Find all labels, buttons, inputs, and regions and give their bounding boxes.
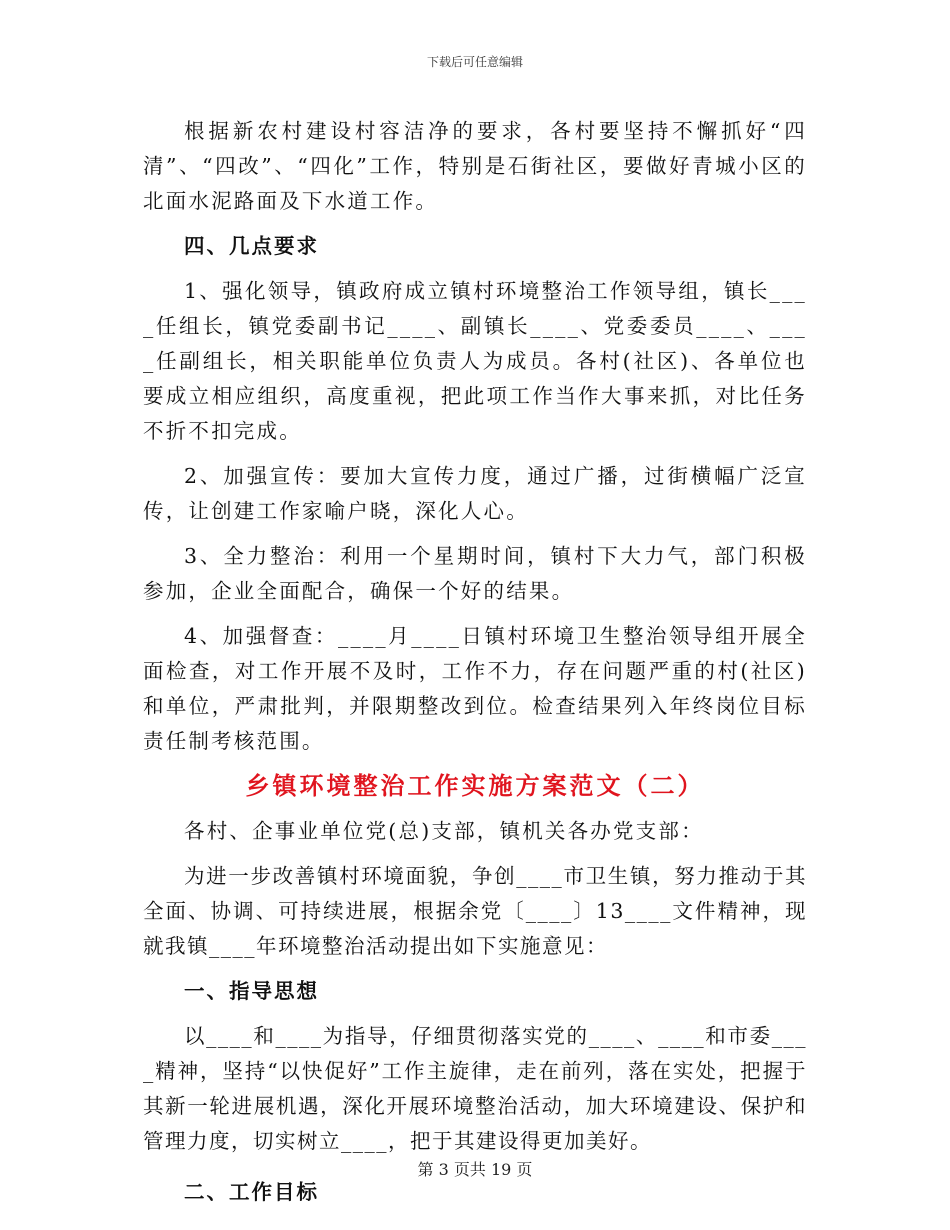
requirement-rectification: 3、全力整治：利用一个星期时间，镇村下大力气，部门积极参加，企业全面配合，确保一个好的结果。	[143, 544, 807, 603]
paragraph-guiding-ideology: 以____和____为指导，仔细贯彻落实党的____、____和市委____精神，坚持“以快促好”工作主旋律，走在前列，落在实处，把握于其新一轮进展机遇，深化开展环境整治活动，加大环境建设、保护和管理力度，切实树立____，把于其建设得更加美好。	[143, 1024, 807, 1153]
requirement-publicity: 2、加强宣传：要加大宣传力度，通过广播，过街横幅广泛宣传，让创建工作家喻户晓，深化人心。	[143, 464, 807, 523]
requirement-leadership: 1、强化领导，镇政府成立镇村环境整治工作领导组，镇长____任组长，镇党委副书记____、副镇长____、党委委员____、____任副组长，相关职能单位负责人为成员。各村(社区)、各单位也要成立相应组织，高度重视，把此项工作当作大事来抓，对比任务不折不扣完成。	[143, 279, 807, 443]
document-body	[143, 114, 807, 1220]
paragraph-introduction: 为进一步改善镇村环境面貌，争创____市卫生镇，努力推动于其全面、协调、可持续进展，根据余党〔____〕13____文件精神，现就我镇____年环境整治活动提出如下实施意见：	[143, 864, 807, 958]
document-title: 乡镇环境整治工作实施方案范文（二）	[245, 772, 705, 800]
section-heading-guiding-ideology: 一、指导思想	[184, 979, 319, 1003]
paragraph-village-cleanliness: 根据新农村建设村容洁净的要求，各村要坚持不懈抓好“四清”、“四改”、“四化”工作，特别是石街社区，要做好青城小区的北面水泥路面及下水道工作。	[143, 119, 807, 213]
page-footer: 第 3 页共 19 页	[417, 1160, 533, 1179]
section-heading-requirements: 四、几点要求	[184, 234, 319, 258]
page-header: 下载后可任意编辑	[426, 55, 523, 69]
section-heading-work-goals: 二、工作目标	[184, 1180, 319, 1204]
requirement-inspection: 4、加强督查：____月____日镇村环境卫生整治领导组开展全面检查，对工作开展不及时，工作不力，存在问题严重的村(社区)和单位，严肃批判，并限期整改到位。检查结果列入年终岗位目标责任制考核范围。	[143, 624, 807, 753]
addressee-line: 各村、企事业单位党(总)支部，镇机关各办党支部：	[184, 819, 704, 843]
